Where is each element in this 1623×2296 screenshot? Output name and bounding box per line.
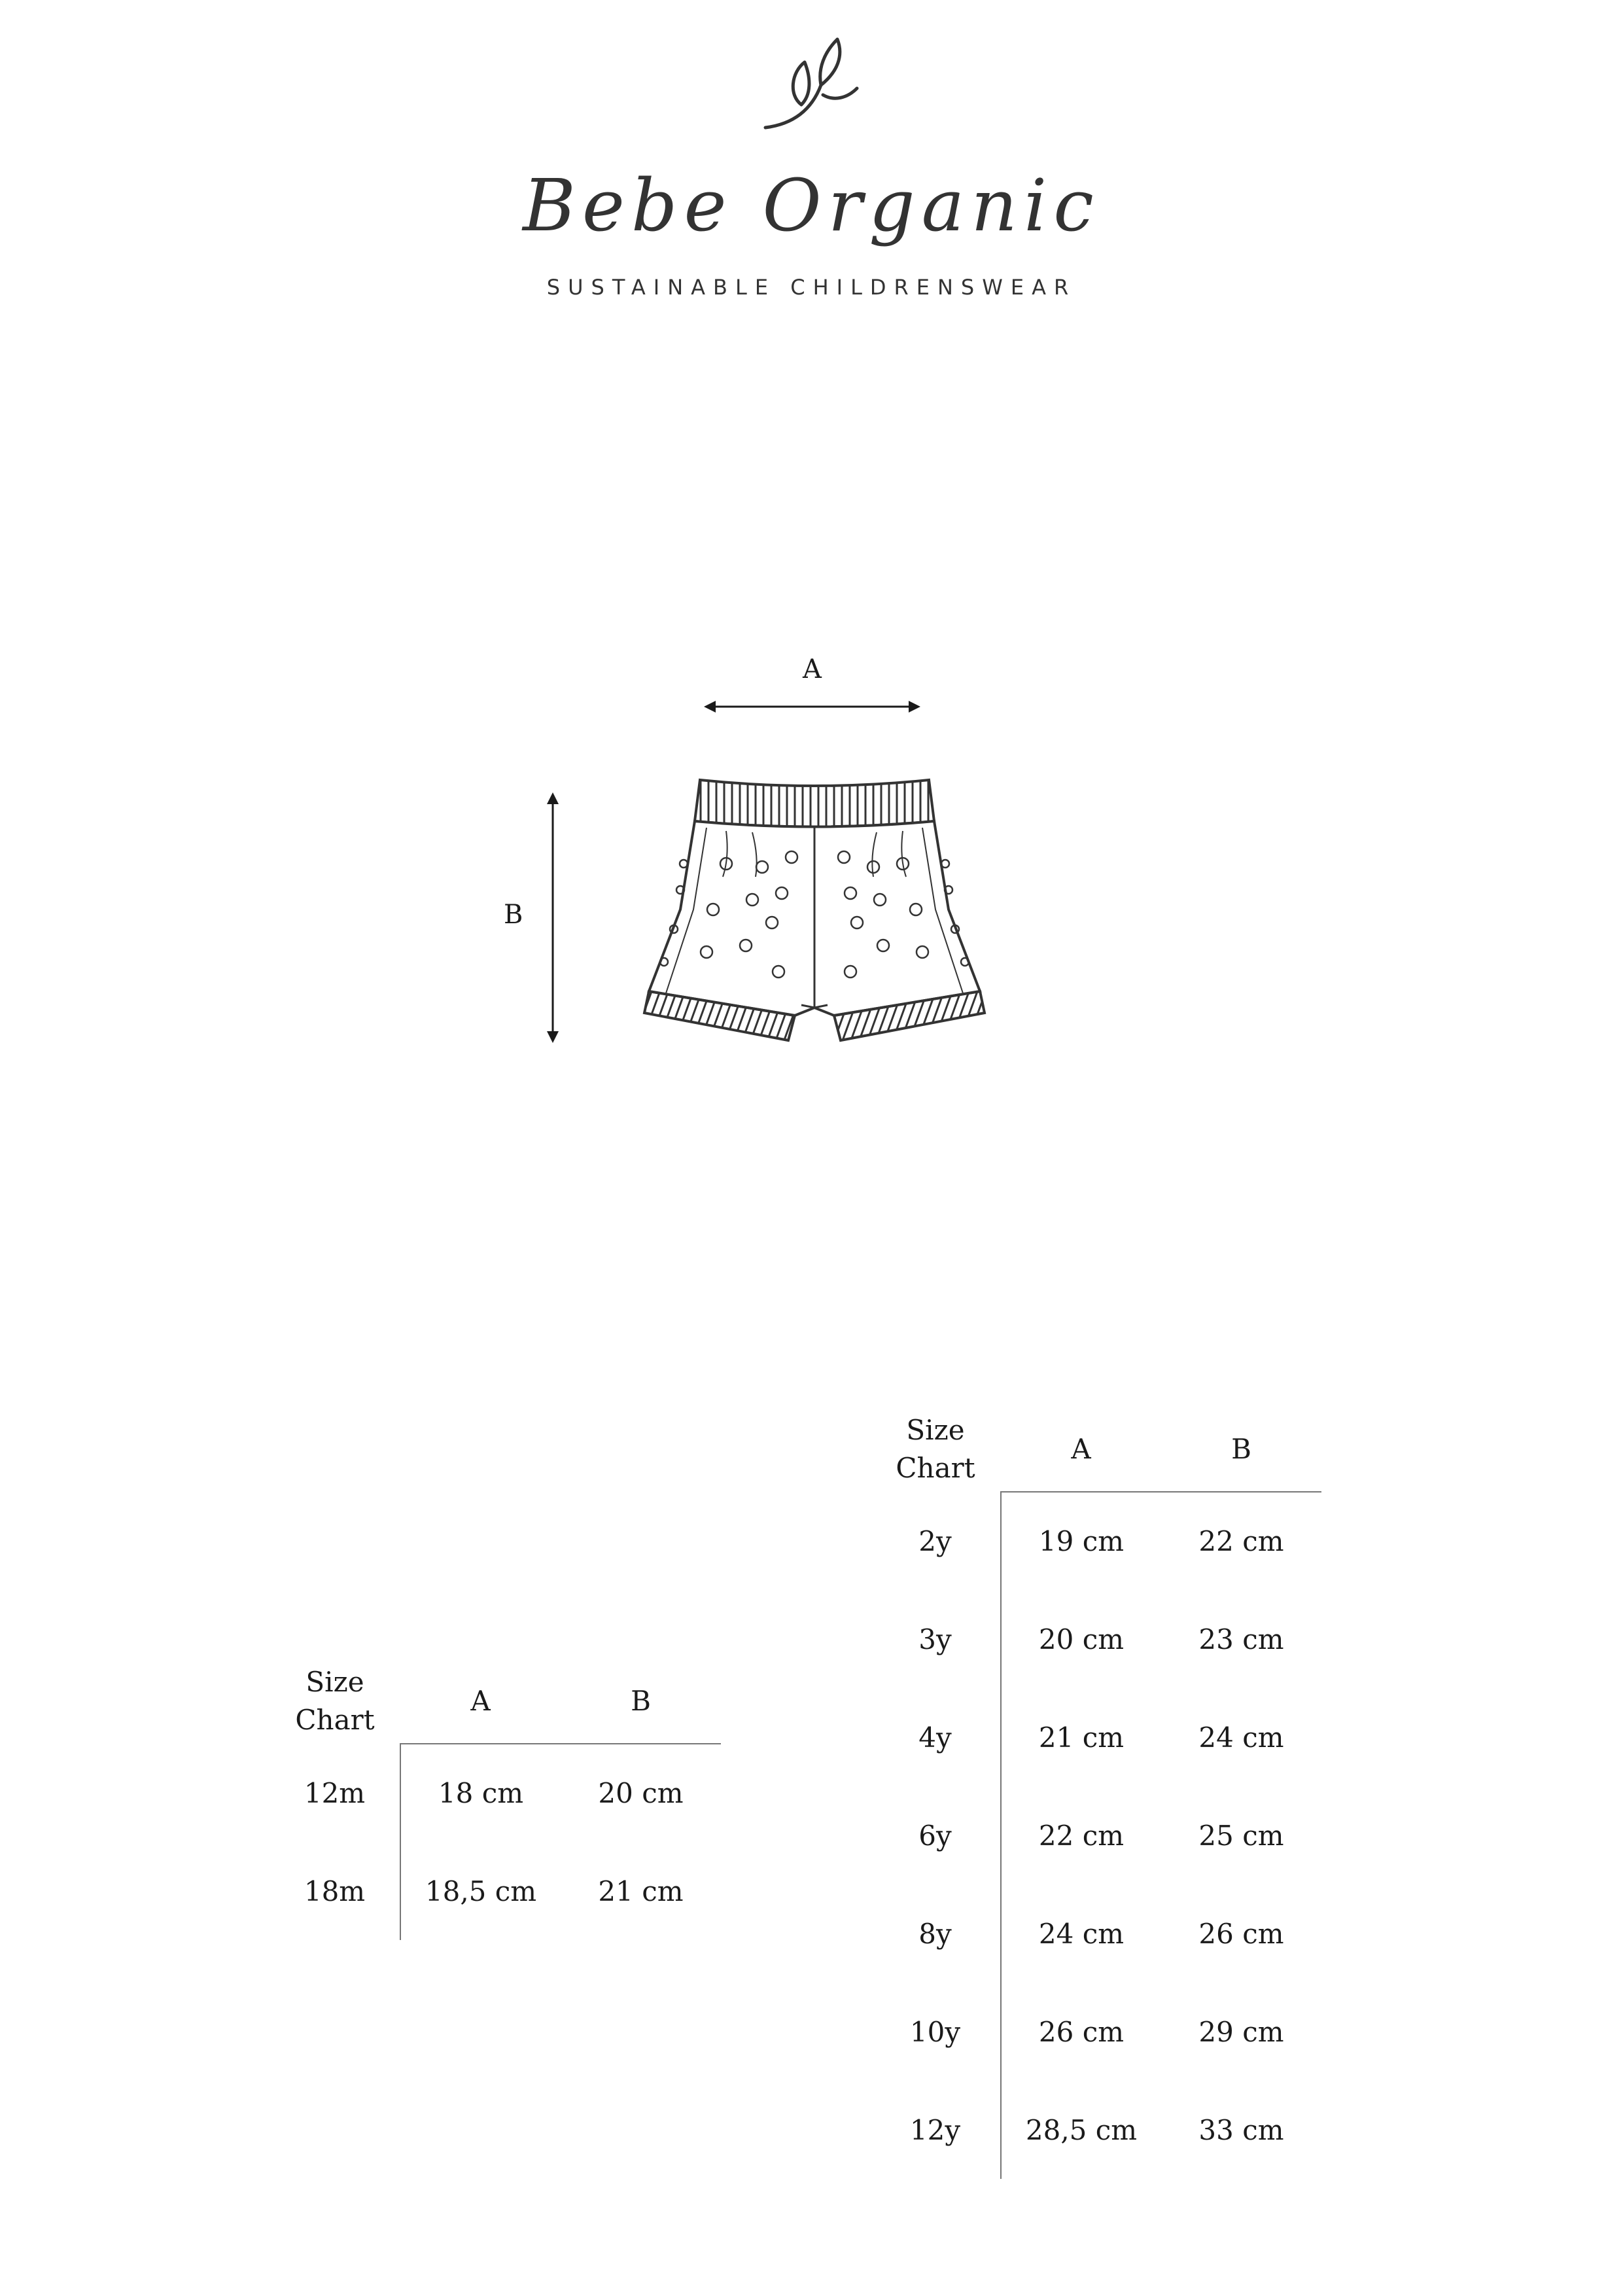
- size-cell: 18m: [304, 1875, 366, 1907]
- table-row: [870, 1884, 1321, 1983]
- column-header-a: A: [400, 1659, 561, 1744]
- measure-a-cell: 28,5 cm: [1001, 2081, 1161, 2179]
- dimension-b-label: B: [504, 900, 523, 930]
- shorts-garment: [644, 780, 985, 1040]
- size-chart-title-line2: Chart: [896, 1452, 975, 1484]
- table-row: [870, 1688, 1321, 1786]
- size-cell: 8y: [918, 1917, 952, 1950]
- measure-a-cell: 18,5 cm: [400, 1842, 561, 1940]
- shorts-illustration: [0, 641, 1623, 1099]
- table-row: [870, 1590, 1321, 1688]
- measure-b-cell: 29 cm: [1198, 2015, 1284, 2048]
- table-row: [270, 1744, 721, 1842]
- measure-b-cell: 33 cm: [1198, 2113, 1284, 2146]
- measure-b-cell: 20 cm: [598, 1777, 684, 1809]
- measure-b-cell: 21 cm: [598, 1875, 684, 1907]
- size-cell: 12m: [304, 1776, 366, 1809]
- measure-b-cell: 23 cm: [1198, 1623, 1284, 1655]
- column-header-b: B: [1161, 1407, 1321, 1492]
- measure-b-cell: 26 cm: [1198, 1917, 1284, 1950]
- size-chart-header: [870, 1407, 1321, 1492]
- size-chart-header: [270, 1659, 721, 1744]
- table-row: [870, 1786, 1321, 1884]
- table-row: [270, 1842, 721, 1940]
- waistband: [695, 780, 934, 827]
- table-row: [870, 1983, 1321, 2081]
- size-cell: 2y: [918, 1525, 952, 1557]
- size-chart-title-line2: Chart: [295, 1704, 375, 1736]
- size-cell: 10y: [909, 2015, 961, 2048]
- size-chart-small: [270, 1659, 721, 1940]
- size-cell: 12y: [909, 2113, 961, 2146]
- column-header-b: B: [561, 1659, 721, 1744]
- size-chart-title-line1: Size: [305, 1666, 364, 1698]
- brand-name: Bebe Organic: [523, 164, 1100, 247]
- measure-a-cell: 26 cm: [1001, 1983, 1161, 2081]
- size-chart-large: [870, 1407, 1321, 2179]
- brand-logo: [0, 0, 1623, 340]
- dimension-a-label: A: [803, 654, 822, 684]
- column-header-a: A: [1001, 1407, 1161, 1492]
- table-row: [870, 1492, 1321, 1590]
- size-cell: 6y: [918, 1819, 952, 1852]
- brand-tagline: SUSTAINABLE CHILDRENSWEAR: [546, 275, 1077, 300]
- size-chart-title: [270, 1659, 400, 1744]
- leaf-icon: [752, 33, 870, 137]
- measure-b-cell: 25 cm: [1198, 1819, 1284, 1852]
- size-cell: 4y: [918, 1721, 952, 1754]
- measure-b-cell: 22 cm: [1198, 1525, 1284, 1557]
- measure-a-cell: 18 cm: [400, 1744, 561, 1842]
- measure-a-cell: 20 cm: [1001, 1590, 1161, 1688]
- measure-a-cell: 21 cm: [1001, 1688, 1161, 1786]
- size-chart-title: [870, 1407, 1001, 1492]
- shorts-diagram: [0, 641, 1623, 1099]
- table-row: [870, 2081, 1321, 2179]
- measure-b-cell: 24 cm: [1198, 1721, 1284, 1754]
- size-cell: 3y: [918, 1623, 952, 1655]
- measure-a-cell: 24 cm: [1001, 1884, 1161, 1983]
- size-chart-title-line1: Size: [906, 1414, 965, 1446]
- measure-a-cell: 19 cm: [1001, 1492, 1161, 1590]
- measure-a-cell: 22 cm: [1001, 1786, 1161, 1884]
